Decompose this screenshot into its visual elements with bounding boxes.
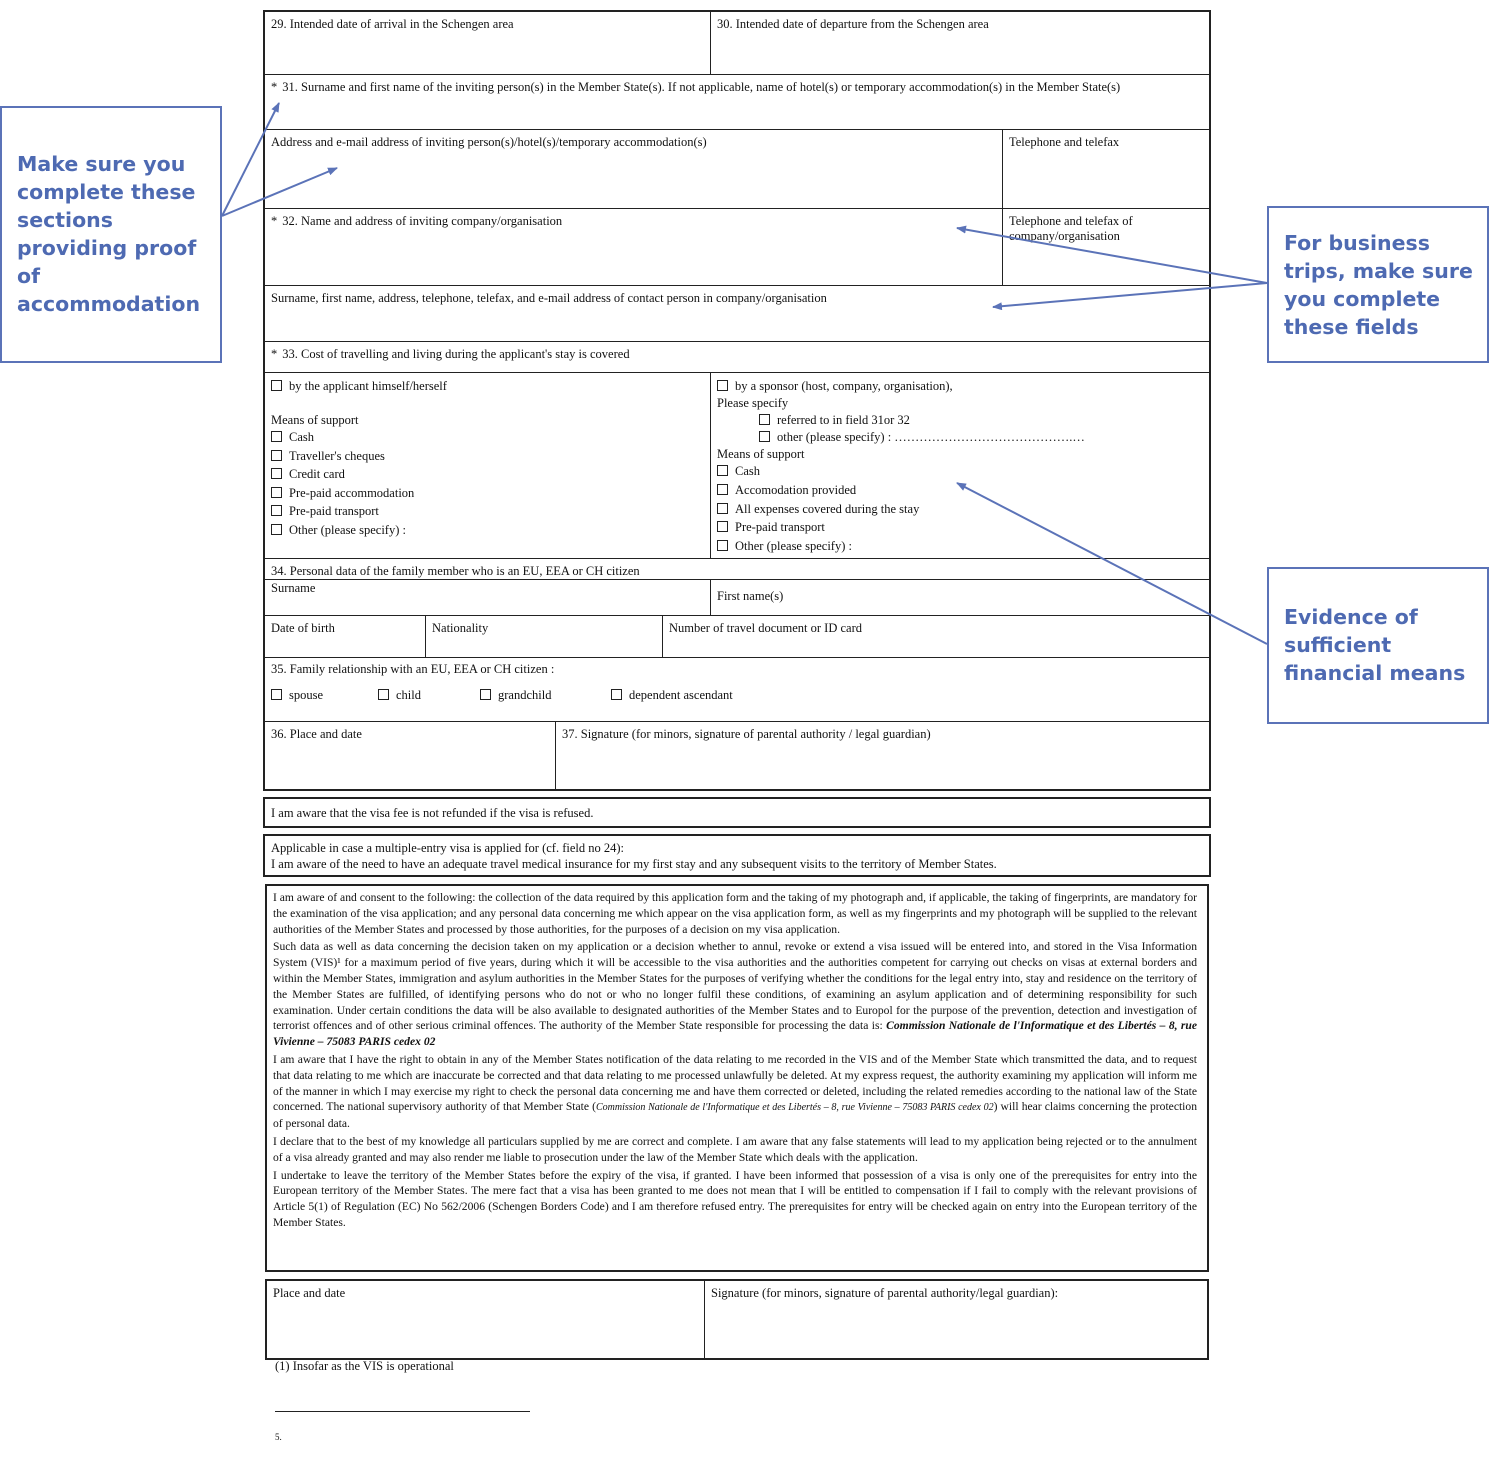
footnote-vis: (1) Insofar as the VIS is operational: [275, 1359, 454, 1373]
field-33-cost-heading: * 33. Cost of travelling and living during the applicant's stay is covered: [271, 347, 630, 361]
checkbox[interactable]: [271, 380, 282, 391]
required-marker: *: [271, 80, 278, 94]
required-marker: *: [271, 347, 278, 361]
consent-paragraph-4: I declare that to the best of my knowledge all particulars supplied by me are correct and complete. I am aware that any false statements will lead to my application being rejected or to the annulment of a visa already granted and may also render me liable to prosecution under the law of the Member State which deals with the application.: [273, 1134, 1197, 1164]
checkbox[interactable]: [271, 450, 282, 461]
field-34-date-of-birth[interactable]: Date of birth: [271, 621, 335, 635]
checkbox[interactable]: [271, 468, 282, 479]
checkbox[interactable]: [271, 487, 282, 498]
relationship-grandchild[interactable]: grandchild: [480, 688, 551, 703]
checkbox[interactable]: [480, 689, 491, 700]
final-signature-box: [265, 1279, 1209, 1360]
footnote-separator: [275, 1411, 530, 1412]
form-section-main: [263, 10, 1211, 791]
sponsor-option-accommodation[interactable]: Accomodation provided: [717, 483, 856, 498]
consent-text: [273, 890, 1197, 1231]
sponsor-option-cash[interactable]: Cash: [717, 464, 760, 479]
field-32-contact-person[interactable]: Surname, first name, address, telephone, telefax, and e-mail address of contact person in company/organisation: [271, 291, 827, 305]
field-30-departure-date[interactable]: 30. Intended date of departure from the Schengen area: [717, 17, 989, 31]
field-32-company-telephone[interactable]: Telephone and telefax of company/organisation: [1009, 214, 1133, 243]
checkbox[interactable]: [271, 524, 282, 535]
multiple-entry-box: [263, 834, 1211, 877]
checkbox[interactable]: [378, 689, 389, 700]
sponsor-means-label: Means of support: [717, 447, 805, 461]
checkbox[interactable]: [271, 689, 282, 700]
consent-declaration-box: [265, 884, 1209, 1272]
checkbox[interactable]: [759, 431, 770, 442]
checkbox[interactable]: [717, 484, 728, 495]
consent-paragraph-5: I undertake to leave the territory of the Member States before the expiry of the visa, if granted. I have been informed that possession of a visa is only one of the prerequisites for entry into the European territory of the Member States. The mere fact that a visa has been granted to me does not mean that I will be entitled to compensation if I fail to comply with the relevant provisions of Article 5(1) of Regulation (EC) No 562/2006 (Schengen Borders Code) and I am therefore refused entry. The prerequisites for entry will be checked again on entry into the European territory of the Member States.: [273, 1168, 1197, 1229]
means-of-support-label: Means of support: [271, 413, 359, 427]
checkbox[interactable]: [717, 521, 728, 532]
option-sponsor-other[interactable]: other (please specify) : …………………………………….…: [759, 430, 1085, 445]
relationship-spouse[interactable]: spouse: [271, 688, 323, 703]
option-credit-card[interactable]: Credit card: [271, 467, 345, 482]
field-36-place-and-date[interactable]: 36. Place and date: [271, 727, 362, 741]
option-cash[interactable]: Cash: [271, 430, 314, 445]
annotation-business-trips: For business trips, make sure you complete these fields: [1267, 206, 1489, 363]
checkbox[interactable]: [717, 465, 728, 476]
sponsor-checkbox-row[interactable]: by a sponsor (host, company, organisation),: [717, 379, 953, 394]
consent-paragraph-1: I am aware of and consent to the following: the collection of the data required by this application form and the taking of my photograph and, if applicable, the taking of fingerprints, are mandatory for the examination of the visa application; and any personal data concerning me which appear on the visa application form, as well as my fingerprints and my photograph will be supplied to the relevant authorities of the Member States and processed by those authorities, for the purposes of a decision on my visa application.: [273, 891, 1197, 936]
relationship-dependent-ascendant[interactable]: dependent ascendant: [611, 688, 733, 703]
field-34-first-name[interactable]: First name(s): [717, 589, 784, 603]
annotation-accommodation: Make sure you complete these sections providing proof of accommodation: [0, 106, 222, 363]
checkbox[interactable]: [717, 380, 728, 391]
final-place-and-date[interactable]: Place and date: [273, 1286, 346, 1300]
checkbox[interactable]: [759, 414, 770, 425]
checkbox[interactable]: [271, 505, 282, 516]
please-specify-label: Please specify: [717, 396, 789, 410]
fee-notice-box: [263, 797, 1211, 828]
page-mark: 5.: [275, 1432, 282, 1442]
checkbox[interactable]: [717, 503, 728, 514]
sponsor-option-prepaid-transport[interactable]: Pre-paid transport: [717, 520, 825, 535]
fee-notice-text: I am aware that the visa fee is not refunded if the visa is refused.: [271, 806, 594, 820]
field-31-inviting-person[interactable]: * 31. Surname and first name of the inviting person(s) in the Member State(s). If not applicable, name of hotel(s) or temporary accommodation(s) in the Member State(s): [271, 80, 1121, 94]
option-referred-field-31-32[interactable]: referred to in field 31or 32: [759, 413, 910, 428]
option-prepaid-accommodation[interactable]: Pre-paid accommodation: [271, 486, 414, 501]
field-29-arrival-date[interactable]: 29. Intended date of arrival in the Schengen area: [271, 17, 514, 31]
field-34-travel-document-number[interactable]: Number of travel document or ID card: [669, 621, 862, 635]
final-signature[interactable]: Signature (for minors, signature of parental authority/legal guardian):: [711, 1286, 1059, 1300]
required-marker: *: [271, 214, 278, 228]
consent-paragraph-2: Such data as well as data concerning the decision taken on my application or a decision whether to annul, revoke or extend a visa issued will be entered into, and stored in the Visa Information System (VIS)¹ for a maximum period of five years, during which it will be accessible to the visa authorities and the authorities competent for carrying out checks on visas at external borders and within the Member States, immigration and asylum authorities in the Member States for the purposes of verifying whether the conditions for the legal entry into, stay and residence on the territory of the Member States are fulfilled, of identifying persons who do not or who no longer fulfil these conditions, of examining an asylum application and of determining responsibility for such examination. Under certain conditions the data will be also available to designated authorities of the Member States and to Europol for the purpose of the prevention, detection and investigation of terrorist offences and of other serious criminal offences. The authority of the Member State responsible for processing the data is: Commission Nationale de l'Informatique et des Libertés – 8, rue Vivienne – 75083 PARIS cedex 02: [273, 940, 1197, 1049]
option-prepaid-transport[interactable]: Pre-paid transport: [271, 504, 379, 519]
consent-paragraph-3: I am aware that I have the right to obtain in any of the Member States notification of the data relating to me recorded in the VIS and of the Member State which transmitted the data, and to request that data relating to me which are inaccurate be corrected and that data relating to me processed unlawfully be deleted. At my express request, the authority examining my application will inform me of the manner in which I may exercise my right to check the personal data concerning me and have them corrected or deleted, including the related remedies according to the national law of the State concerned. The national supervisory authority of that Member State (Commission Nationale de l'Informatique et des Libertés – 8, rue Vivienne – 75083 PARIS cedex 02) will hear claims concerning the protection of personal data.: [273, 1052, 1197, 1131]
field-33-sponsor: [711, 373, 1209, 558]
field-31-telephone[interactable]: Telephone and telefax: [1009, 135, 1120, 149]
checkbox[interactable]: [271, 431, 282, 442]
field-34-surname[interactable]: Surname: [271, 581, 316, 595]
field-34-nationality[interactable]: Nationality: [432, 621, 489, 635]
annotation-financial-means: Evidence of sufficient financial means: [1267, 567, 1489, 724]
option-travellers-cheques[interactable]: Traveller's cheques: [271, 449, 385, 464]
field-31-address-email[interactable]: Address and e-mail address of inviting person(s)/hotel(s)/temporary accommodation(s): [271, 135, 707, 149]
multiple-entry-text: Applicable in case a multiple-entry visa is applied for (cf. field no 24): I am aware of the need to have an adequate travel medical insurance for my first stay and any subsequent visits to the territory of Member States.: [271, 841, 997, 871]
applicant-checkbox-row[interactable]: by the applicant himself/herself: [271, 379, 447, 394]
sponsor-option-other[interactable]: Other (please specify) :: [717, 539, 852, 554]
sponsor-option-all-expenses[interactable]: All expenses covered during the stay: [717, 502, 919, 517]
field-33-applicant: [265, 373, 710, 558]
field-32-inviting-company[interactable]: * 32. Name and address of inviting company/organisation: [271, 214, 563, 228]
field-34-heading: 34. Personal data of the family member who is an EU, EEA or CH citizen: [271, 564, 640, 578]
field-35-heading: 35. Family relationship with an EU, EEA or CH citizen :: [271, 662, 555, 676]
option-other[interactable]: Other (please specify) :: [271, 523, 406, 538]
checkbox[interactable]: [717, 540, 728, 551]
relationship-child[interactable]: child: [378, 688, 421, 703]
field-37-signature[interactable]: 37. Signature (for minors, signature of parental authority / legal guardian): [562, 727, 931, 741]
checkbox[interactable]: [611, 689, 622, 700]
